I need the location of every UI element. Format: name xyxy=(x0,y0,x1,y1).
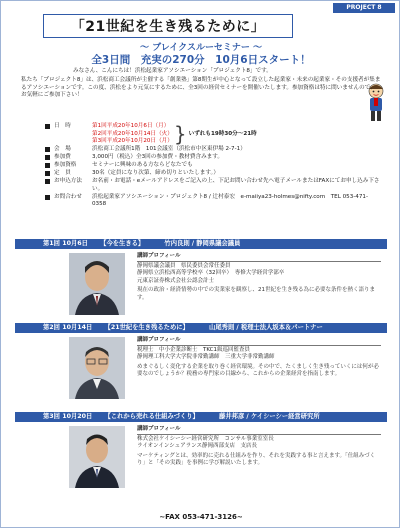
session-theme: 【今を生きる】 xyxy=(100,240,145,247)
date-list xyxy=(92,123,173,146)
profile-line: 税理士 中小企業診断士 TKC1級巡回監査員 xyxy=(137,346,251,353)
intro-greeting: みなさん、こんにちは！浜松起業家アソシエーション「プロジェクト8」です。 xyxy=(73,68,272,74)
speaker-photo xyxy=(69,253,125,315)
profile-title: 講師プロフィール xyxy=(137,426,381,435)
session-date: 10月20日 xyxy=(62,413,93,420)
intro-body: 私たち「プロジェクト8」は、浜松商工会議所が主催する「創業塾」第8期生が中心となって設立した起業家・未来の起業家・その支援者が集まるアソシエーションです。この度、浜松をより元気にするために、全3回の経営セミナーを開催いたします。参加資格は特に問いませんので、お気軽にご参加下さい！ xyxy=(21,76,381,99)
speaker-profile xyxy=(137,426,381,468)
session-message: めまぐるしく変化する企業を取り巻く経営環境。その中で、たくましく生き残っていくには何が必要なのでしょうか？税務の専門家の目線から、これからの企業経営を指南します。 xyxy=(137,363,379,378)
detail-row-venue xyxy=(45,146,381,154)
detail-value: 浜松商工会議所1階 101会議室（浜松市中区東伊場 2-7-1） xyxy=(92,146,246,152)
detail-label: 参加資格 xyxy=(54,162,77,168)
detail-row-application xyxy=(45,178,381,193)
profile-line: 株式会社ケイシーシー経営研究所 コンサル事業室室長 xyxy=(137,435,274,442)
detail-row-contact xyxy=(45,194,381,209)
profile-line: 元東京証券株式会社公認会計士 xyxy=(137,277,215,284)
speaker-photo xyxy=(69,337,125,399)
detail-label: 会 場 xyxy=(54,146,71,152)
session-date: 10月6日 xyxy=(62,240,88,247)
detail-row-datetime xyxy=(45,123,381,146)
date-1: 第1回平成20年10月6日（月） xyxy=(92,123,170,129)
session-speaker: 山尾秀則 / 税理士法人坂本＆パートナー xyxy=(209,324,323,331)
detail-value: セミナーに興味のある方ならどなたでも xyxy=(92,162,193,168)
detail-label: 定 員 xyxy=(54,170,71,176)
session-speaker: 竹内良則 / 静岡県議会議員 xyxy=(164,240,241,247)
detail-value: お名前・お電話・eメールアドレスをご記入の上、下記お問い合わせ先へ電子メールまたはFAXにてお申し込み下さい。 xyxy=(92,178,380,192)
session-message: マーケティングとは、効率的に売れる仕組みを作り、それを実践する事と言えます。「仕組みづくり」と「その実践」を事例に学び解説いたします。 xyxy=(137,452,376,467)
session-theme: 【21世紀を生き残るために】 xyxy=(104,324,189,331)
project-tag: PROJECT 8 xyxy=(333,3,395,13)
detail-label: 参加費 xyxy=(54,154,71,160)
session-bar-2 xyxy=(15,323,387,333)
page-title: 「21世紀を生き残るために」 xyxy=(70,19,266,35)
headline: 全3日間 充実の270分 10月6日スタート！ xyxy=(91,54,311,66)
bullet-icon xyxy=(45,163,50,168)
speaker-profile xyxy=(137,337,381,379)
detail-row-eligibility xyxy=(45,162,381,170)
bullet-icon xyxy=(45,171,50,176)
detail-label: お問合わせ xyxy=(54,193,82,200)
detail-row-capacity xyxy=(45,170,381,178)
session-number: 第1回 xyxy=(43,240,60,247)
profile-title: 講師プロフィール xyxy=(137,337,381,346)
intro-text xyxy=(21,68,381,100)
profile-line: ライオンインシュアランス静岡西部支店 支店長 xyxy=(137,443,257,450)
detail-value: 3,000円（税込）全3回の参加費・教材費含みます。 xyxy=(92,154,224,160)
profile-line: 静岡県立浜松西高等学校卒（32回卒） 専修大学経営学部卒 xyxy=(137,270,285,277)
bullet-icon xyxy=(45,195,50,200)
session-date: 10月14日 xyxy=(62,324,93,331)
detail-value xyxy=(92,123,381,146)
bullet-icon xyxy=(45,179,50,184)
contact-info[interactable]: 浜松起業家アソシエーション・プロジェクト8 / 辻村泰宏 e-maiiya23-holmes@nifty.com TEL 053-471-0358 xyxy=(92,193,368,207)
bullet-icon xyxy=(45,147,50,152)
speaker-profile xyxy=(137,253,381,303)
fax-number: ~FAX 053-471-3126~ xyxy=(159,513,243,521)
session-bar-1 xyxy=(15,239,387,249)
session-speaker: 藤井邦彦 / ケイシーシー経営研究所 xyxy=(219,413,320,420)
brace-icon: } xyxy=(173,122,187,147)
detail-value: 30名（定員になり次第、締め切りといたします。） xyxy=(92,170,219,176)
session-number: 第2回 xyxy=(43,324,60,331)
bullet-icon xyxy=(45,155,50,160)
date-2: 第2回平成20年10月14日（火） xyxy=(92,130,173,137)
event-time: いずれも19時30分～21時 xyxy=(188,130,257,137)
detail-label: 日 時 xyxy=(54,123,71,129)
profile-line: 静岡県議会議員 県民委員会常任委員 xyxy=(137,262,231,269)
subtitle: ～ ブレイクスルーセミナー ～ xyxy=(139,43,262,53)
profile-title: 講師プロフィール xyxy=(137,253,381,262)
event-details xyxy=(45,123,381,209)
session-theme: 【これから売れる仕組みづくり】 xyxy=(104,413,199,420)
profile-line: 静岡理工科大学大学院非常勤講師 三重大学非常勤講師 xyxy=(137,354,275,361)
speaker-photo xyxy=(69,426,125,488)
detail-row-fee xyxy=(45,154,381,162)
session-number: 第3回 xyxy=(43,413,60,420)
date-3: 第3回平成20年10月20日（月） xyxy=(92,138,173,144)
detail-label: お申込方法 xyxy=(54,178,82,184)
bullet-icon xyxy=(45,124,50,129)
session-message: 現在の政治・経済情勢の中での実業家を観察し、21世紀を生き残る為に必要な条件を熱く語ります。 xyxy=(137,287,376,301)
title-box xyxy=(43,14,293,38)
session-bar-3 xyxy=(15,412,387,422)
